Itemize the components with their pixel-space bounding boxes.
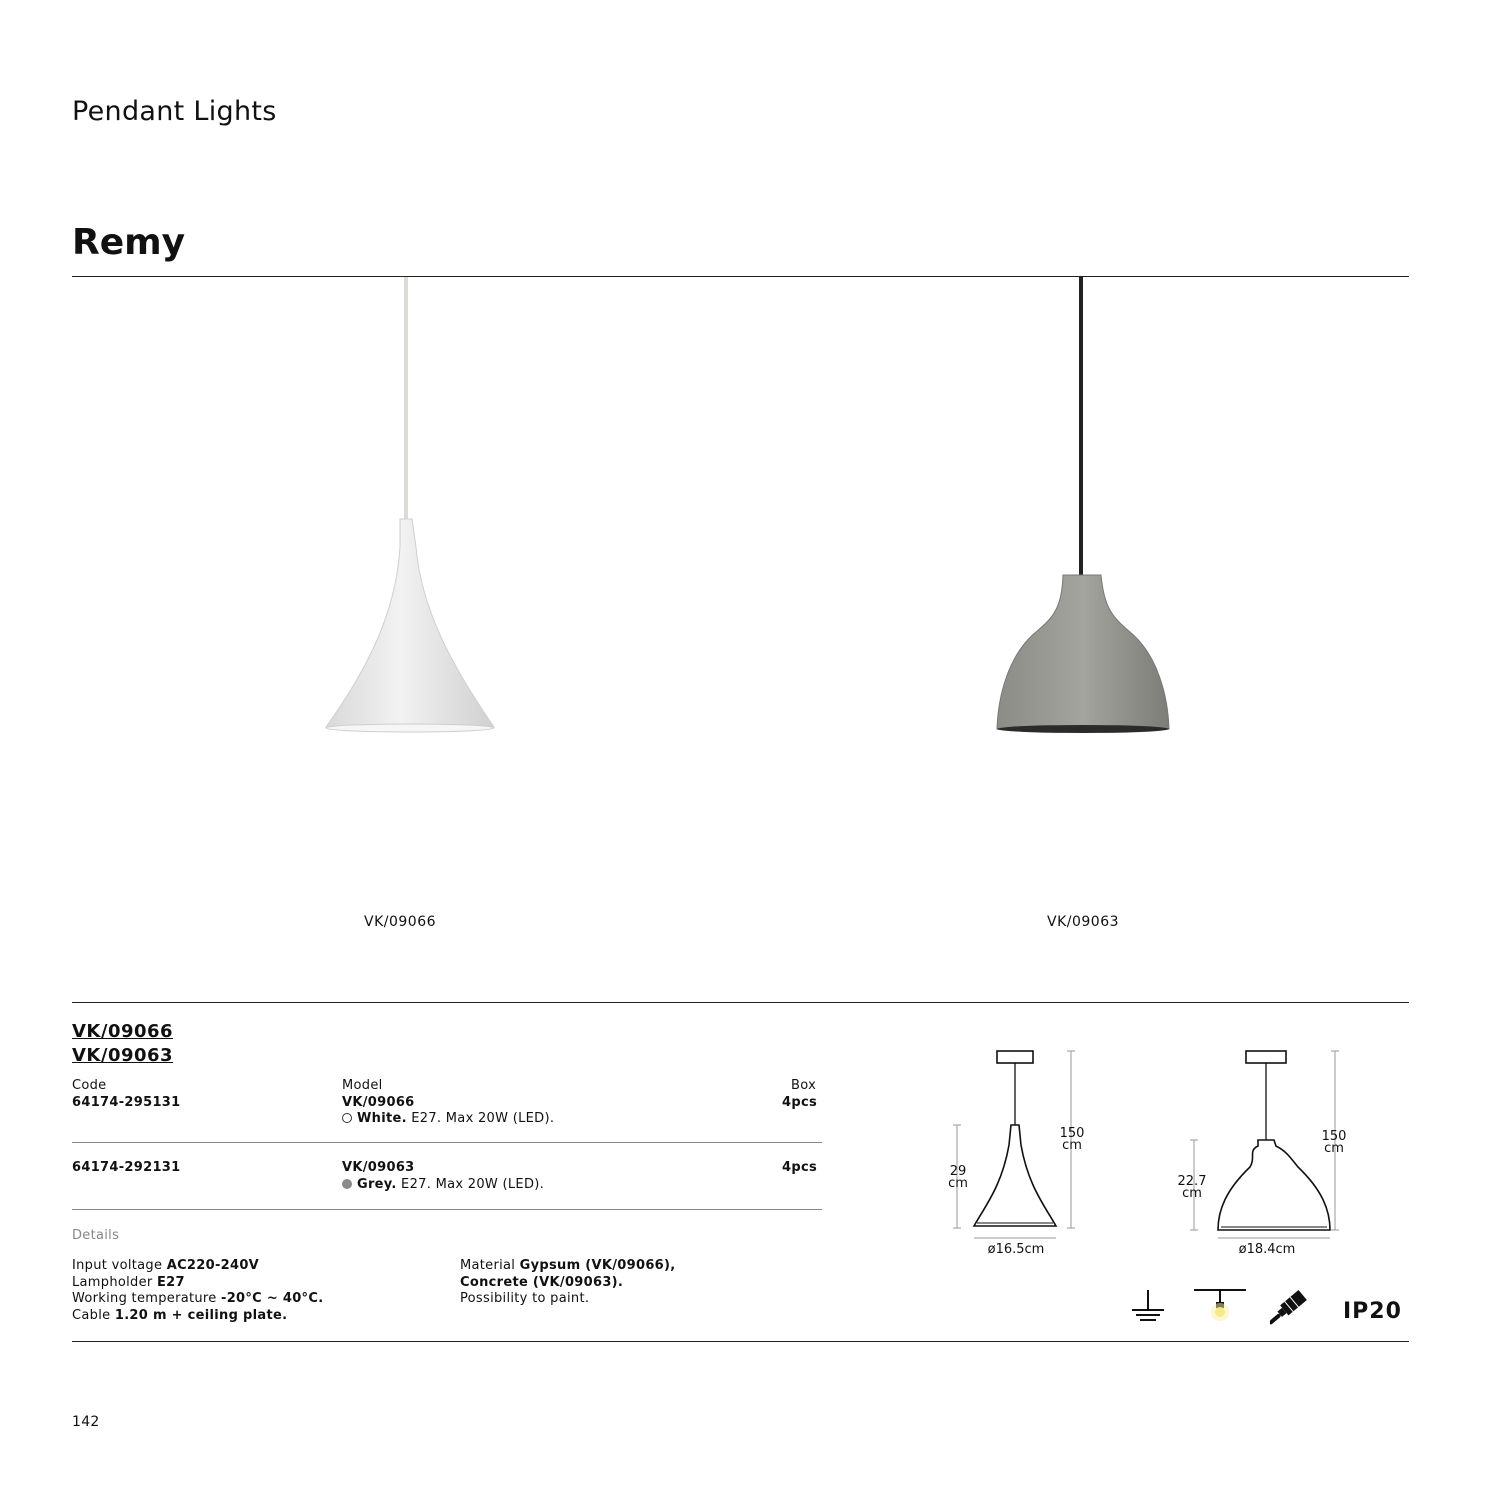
detail-cable: Cable 1.20 m + ceiling plate. [72, 1307, 288, 1323]
detail-lampholder: Lampholder E27 [72, 1274, 185, 1290]
row-2-spec: E27. Max 20W (LED). [396, 1177, 545, 1192]
section-title: Pendant Lights [72, 96, 277, 127]
detail-paint: Possibility to paint. [460, 1291, 590, 1306]
detail-material-2: Concrete (VK/09063). [460, 1274, 624, 1290]
row-1-spec: E27. Max 20W (LED). [406, 1111, 555, 1126]
top-divider [72, 276, 1409, 277]
row-2-color: Grey. [357, 1177, 397, 1192]
row-2-code: 64174-292131 [72, 1160, 181, 1175]
model-title-1: VK/09066 [72, 1021, 174, 1042]
drawing-1-total: 150 cm [1059, 1126, 1085, 1153]
row-2-box: 4pcs [782, 1160, 817, 1175]
model-title-2: VK/09063 [72, 1045, 174, 1066]
box-header: Box [791, 1078, 817, 1093]
model-header: Model [342, 1078, 383, 1093]
row-1-box: 4pcs [782, 1095, 817, 1110]
white-pendant-photo [300, 277, 520, 747]
middle-divider [72, 1002, 1409, 1003]
downlight-icon [1190, 1286, 1250, 1326]
row-2-finish [342, 1177, 544, 1192]
row-2-model: VK/09063 [342, 1160, 415, 1175]
row-1-model: VK/09066 [342, 1095, 415, 1110]
detail-material: Material Gypsum (VK/09066), [460, 1258, 676, 1273]
details-right [460, 1258, 676, 1308]
earth-ground-icon [1128, 1286, 1168, 1326]
page-number: 142 [72, 1414, 100, 1430]
grey-pendant-photo [980, 277, 1190, 747]
paint-brush-icon [1270, 1286, 1320, 1326]
drawing-1-height: 29 cm [948, 1164, 968, 1191]
drawing-1-diameter: ø16.5cm [987, 1242, 1045, 1257]
drawing-2-height: 22.7 cm [1177, 1174, 1207, 1201]
grey-swatch-icon [342, 1179, 352, 1189]
code-header: Code [72, 1078, 107, 1093]
detail-working-temperature: Working temperature -20°C ~ 40°C. [72, 1291, 324, 1306]
ip-rating: IP20 [1343, 1299, 1402, 1324]
photo-caption-2: VK/09063 [1047, 914, 1120, 930]
product-title: Remy [72, 222, 186, 263]
drawing-2-diameter: ø18.4cm [1238, 1242, 1296, 1257]
row-divider-2 [72, 1209, 822, 1210]
bottom-divider [72, 1341, 1409, 1342]
row-1-code: 64174-295131 [72, 1095, 181, 1110]
drawing-2-total: 150 cm [1321, 1129, 1347, 1156]
row-1-finish [342, 1111, 554, 1126]
detail-input-voltage: Input voltage AC220-240V [72, 1258, 260, 1273]
details-left [72, 1258, 323, 1324]
photo-caption-1: VK/09066 [364, 914, 437, 930]
row-1-color: White. [357, 1111, 407, 1126]
white-swatch-icon [342, 1113, 352, 1123]
details-heading: Details [72, 1228, 120, 1243]
row-divider-1 [72, 1142, 822, 1143]
